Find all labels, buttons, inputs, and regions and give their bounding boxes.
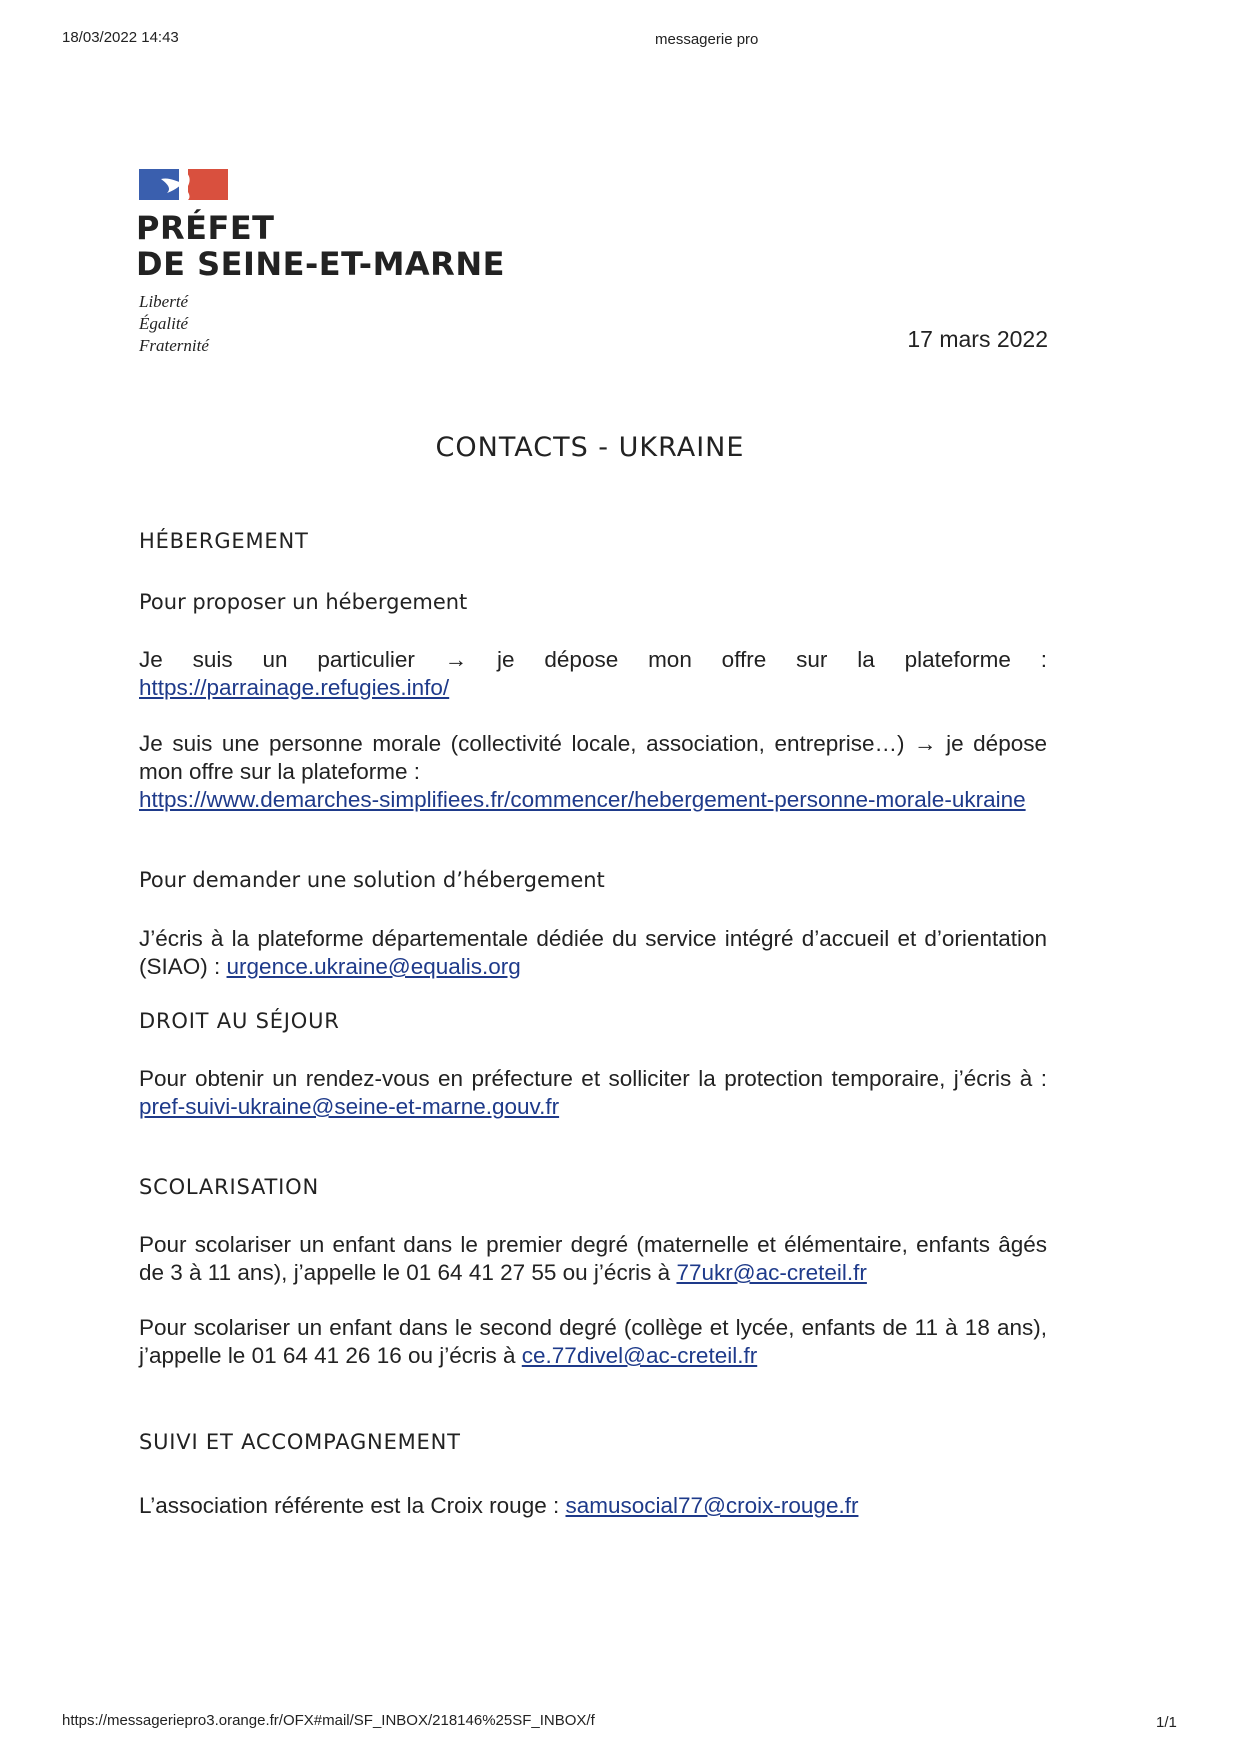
section-heading-sejour: DROIT AU SÉJOUR <box>139 1009 340 1033</box>
link-demarches-simplifiees[interactable]: https://www.demarches-simplifiees.fr/commencer/hebergement-personne-morale-ukraine <box>139 787 1026 812</box>
suivi-text: L’association référente est la Croix rouge : <box>139 1493 560 1518</box>
subheading-demander: Pour demander une solution d’hébergement <box>139 868 605 892</box>
motto-egalite: Égalité <box>139 314 189 333</box>
section-heading-hebergement: HÉBERGEMENT <box>139 529 309 553</box>
paragraph-second-degre <box>139 1314 1047 1370</box>
republic-motto <box>139 291 209 357</box>
link-parrainage[interactable]: https://parrainage.refugies.info/ <box>139 675 450 700</box>
link-croix-rouge[interactable]: samusocial77@croix-rouge.fr <box>565 1493 859 1518</box>
section-heading-scolarisation: SCOLARISATION <box>139 1175 319 1199</box>
print-page-number: 1/1 <box>1156 1714 1177 1731</box>
link-77ukr[interactable]: 77ukr@ac-creteil.fr <box>676 1260 867 1285</box>
paragraph-personne-morale <box>139 730 1047 814</box>
paragraph-particulier <box>139 646 1047 702</box>
second-degre-text: Pour scolariser un enfant dans le second degré (collège et lycée, enfants de 11 à 18 ans), j’appelle le 01 64 41 26 16 ou j’écris à <box>139 1315 1047 1368</box>
marianne-flag-icon <box>139 169 228 200</box>
paragraph-suivi <box>139 1492 1047 1520</box>
document-date: 17 mars 2022 <box>907 326 1048 352</box>
paragraph-siao <box>139 925 1047 981</box>
prefecture-title-line1: PRÉFET <box>136 209 275 247</box>
motto-liberte: Liberté <box>139 292 189 311</box>
siao-text: J’écris à la plateforme départementale dédiée du service intégré d’accueil et d’orientation (SIAO) : <box>139 926 1047 979</box>
document-title: CONTACTS - UKRAINE <box>435 432 745 463</box>
sejour-text: Pour obtenir un rendez-vous en préfecture et solliciter la protection temporaire, j’écris à : <box>139 1066 1047 1091</box>
prefecture-title <box>136 210 505 282</box>
motto-fraternite: Fraternité <box>139 336 209 355</box>
premier-degre-text: Pour scolariser un enfant dans le premier degré (maternelle et élémentaire, enfants âgés de 3 à 11 ans), j’appelle le 01 64 41 27 55 ou j’écris à <box>139 1232 1047 1285</box>
link-ce77divel[interactable]: ce.77divel@ac-creteil.fr <box>521 1343 758 1368</box>
subheading-proposer: Pour proposer un hébergement <box>139 590 468 614</box>
prefecture-title-line2: DE SEINE-ET-MARNE <box>136 245 505 283</box>
print-app-title: messagerie pro <box>655 31 759 48</box>
print-url: https://messageriepro3.orange.fr/OFX#mail/SF_INBOX/218146%25SF_INBOX/f <box>62 1712 595 1729</box>
link-prefecture-email[interactable]: pref-suivi-ukraine@seine-et-marne.gouv.fr <box>139 1094 560 1119</box>
paragraph-sejour <box>139 1065 1047 1121</box>
link-equalis[interactable]: urgence.ukraine@equalis.org <box>226 954 521 979</box>
paragraph-premier-degre <box>139 1231 1047 1287</box>
section-heading-suivi: SUIVI ET ACCOMPAGNEMENT <box>139 1430 461 1454</box>
particulier-text: Je suis un particulier → je dépose mon offre sur la plateforme : <box>139 647 1047 672</box>
morale-text: Je suis une personne morale (collectivité locale, association, entreprise…) → je dépose mon offre sur la plateforme : <box>139 731 1047 784</box>
print-datetime: 18/03/2022 14:43 <box>62 29 179 46</box>
